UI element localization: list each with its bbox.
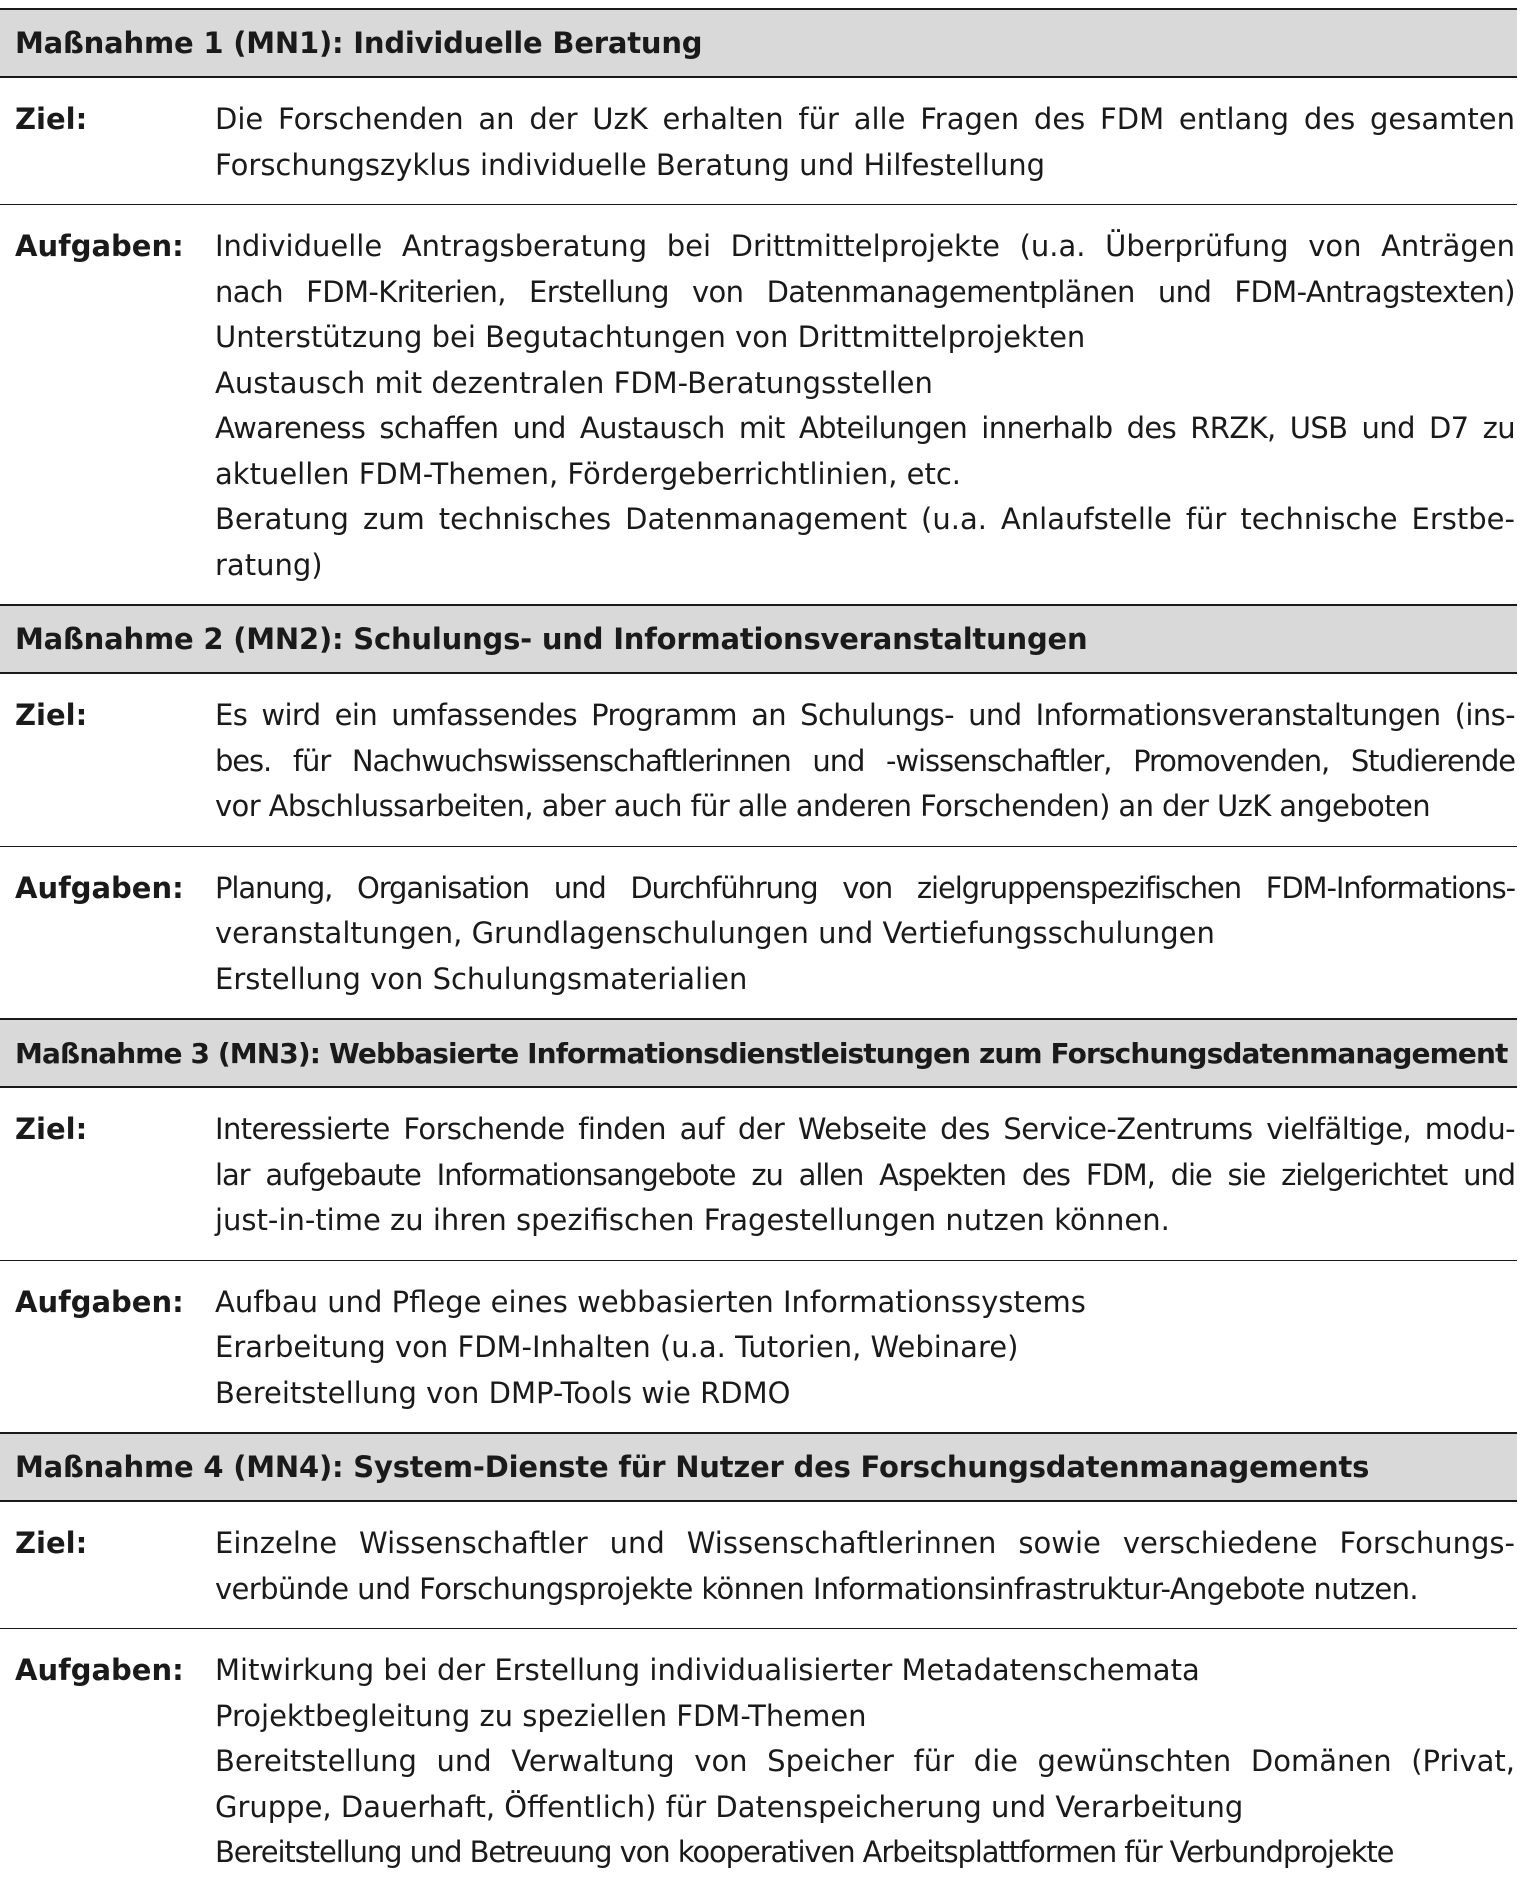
tasks-label: Aufgaben: xyxy=(15,229,184,263)
text-line: Die Forschenden an der UzK erhalten für alle Fragen des FDM entlang des gesamten xyxy=(215,102,1515,136)
text-line: veranstaltungen, Grundlagenschulungen und Vertiefungsschulungen xyxy=(215,916,1215,950)
text-line: just-in-time zu ihren spezifischen Fragestellungen nutzen können. xyxy=(215,1203,1170,1237)
measure-title: Maßnahme 1 (MN1): Individuelle Beratung xyxy=(0,8,1517,78)
tasks-label: Aufgaben: xyxy=(15,1653,184,1687)
text-line: Interessierte Forschende finden auf der Webseite des Service-Zentrums vielfältige, modu- xyxy=(215,1112,1515,1146)
text-line: bes. für Nachwuchswissenschaftlerinnen und -wissenschaftler, Promovenden, Studierende xyxy=(215,743,1515,778)
text-line: Mitwirkung bei der Erstellung individualisierter Metadatenschemata xyxy=(215,1653,1200,1687)
tasks-row xyxy=(0,847,1517,1019)
tasks-row xyxy=(0,205,1517,604)
goal-text xyxy=(215,693,1517,830)
tasks-text xyxy=(215,1280,1517,1417)
text-line: Austausch mit dezentralen FDM-Beratungsstellen xyxy=(215,365,933,400)
text-line: Bereitstellung und Betreuung von kooperativen Arbeitsplattformen für Verbundprojekte xyxy=(215,1835,1394,1869)
measure-section-4 xyxy=(0,1432,1517,1892)
tasks-text xyxy=(215,1648,1517,1876)
text-line: lar aufgebaute Informationsangebote zu allen Aspekten des FDM, die sie zielgerichtet und xyxy=(215,1157,1515,1192)
goal-label: Ziel: xyxy=(15,1526,88,1560)
text-line: Awareness schaffen und Austausch mit Abteilungen innerhalb des RRZK, USB und D7 zu xyxy=(215,411,1515,445)
tasks-text xyxy=(215,866,1517,1003)
text-line: vor Abschlussarbeiten, aber auch für alle anderen Forschenden) an der UzK angeboten xyxy=(215,789,1430,823)
measure-title: Maßnahme 4 (MN4): System-Dienste für Nutzer des Forschungsdatenmanagements xyxy=(0,1432,1517,1502)
goal-row xyxy=(0,674,1517,847)
measure-title: Maßnahme 2 (MN2): Schulungs- und Informationsveranstaltungen xyxy=(0,604,1517,674)
text-line: Projektbegleitung zu speziellen FDM-Themen xyxy=(215,1698,867,1733)
goal-text xyxy=(215,1521,1517,1612)
tasks-row xyxy=(0,1261,1517,1433)
goal-row xyxy=(0,78,1517,205)
text-line: Unterstützung bei Begutachtungen von Drittmittelprojekten xyxy=(215,320,1086,354)
measures-table xyxy=(0,8,1517,1892)
text-line: Individuelle Antragsberatung bei Drittmittelprojekte (u.a. Überprüfung von Anträgen xyxy=(215,229,1515,263)
text-line: Bereitstellung von DMP-Tools wie RDMO xyxy=(215,1375,791,1410)
tasks-row xyxy=(0,1629,1517,1892)
tasks-text xyxy=(215,224,1517,588)
text-line: aktuellen FDM-Themen, Fördergeberrichtlinien, etc. xyxy=(215,456,962,491)
goal-label: Ziel: xyxy=(15,698,88,732)
text-line: Einzelne Wissenschaftler und Wissenschaftlerinnen sowie verschiedene Forschungs- xyxy=(215,1526,1515,1560)
goal-row xyxy=(0,1502,1517,1629)
goal-text xyxy=(215,1107,1517,1244)
measure-section-3 xyxy=(0,1018,1517,1432)
text-line: Erstellung von Schulungsmaterialien xyxy=(215,961,748,996)
goal-text xyxy=(215,97,1517,188)
text-line: verbünde und Forschungsprojekte können Informationsinfrastruktur-Angebote nutzen. xyxy=(215,1571,1419,1606)
goal-label: Ziel: xyxy=(15,102,88,136)
goal-label: Ziel: xyxy=(15,1112,88,1146)
tasks-label: Aufgaben: xyxy=(15,870,184,905)
text-line: Beratung zum technisches Datenmanagement (u.a. Anlaufstelle für technische Erstbe- xyxy=(215,502,1515,536)
text-line: Bereitstellung und Verwaltung von Speicher für die gewünschten Domänen (Privat, xyxy=(215,1744,1515,1778)
measure-section-1 xyxy=(0,8,1517,604)
text-line: Es wird ein umfassendes Programm an Schulungs- und Informationsveranstaltungen (ins- xyxy=(215,698,1515,732)
text-line: Aufbau und Pflege eines webbasierten Informationssystems xyxy=(215,1284,1086,1319)
measure-section-2 xyxy=(0,604,1517,1018)
tasks-label: Aufgaben: xyxy=(15,1284,184,1319)
text-line: Gruppe, Dauerhaft, Öffentlich) für Datenspeicherung und Verarbeitung xyxy=(215,1789,1244,1824)
text-line: ratung) xyxy=(215,547,323,582)
text-line: Forschungszyklus individuelle Beratung und Hilfestellung xyxy=(215,147,1046,182)
measure-title: Maßnahme 3 (MN3): Webbasierte Informationsdienstleistungen zum Forschungsdatenmanagement xyxy=(0,1018,1517,1088)
text-line: Erarbeitung von FDM-Inhalten (u.a. Tutorien, Webinare) xyxy=(215,1330,1019,1364)
text-line: Planung, Organisation und Durchführung von zielgruppenspezifischen FDM-Informations- xyxy=(215,870,1515,905)
text-line: nach FDM-Kriterien, Erstellung von Datenmanagementplänen und FDM-Antragstexten) xyxy=(215,274,1515,309)
goal-row xyxy=(0,1088,1517,1261)
